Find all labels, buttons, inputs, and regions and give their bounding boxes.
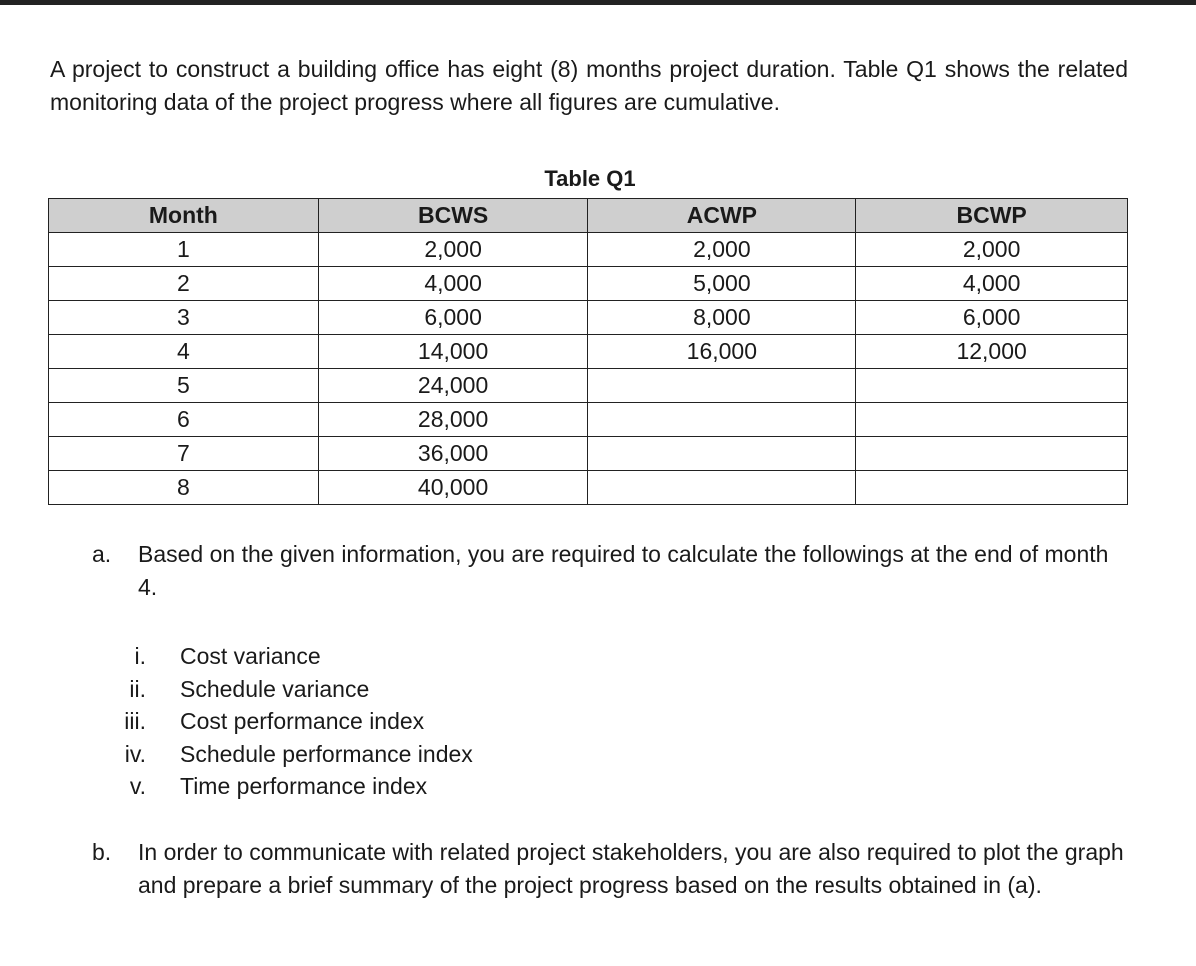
cell-bcws: 6,000 <box>318 301 588 335</box>
table-q1 <box>48 198 1128 505</box>
cell-acwp <box>588 403 856 437</box>
cell-acwp: 5,000 <box>588 267 856 301</box>
table-row <box>49 471 1128 505</box>
item-text: Cost variance <box>180 643 321 669</box>
table-row <box>49 437 1128 471</box>
table-row <box>49 267 1128 301</box>
cell-bcws: 28,000 <box>318 403 588 437</box>
cell-bcwp <box>856 471 1128 505</box>
item-number: iii. <box>124 708 146 734</box>
cell-month: 6 <box>49 403 319 437</box>
cell-acwp: 2,000 <box>588 233 856 267</box>
header-month: Month <box>49 199 319 233</box>
cell-bcwp: 4,000 <box>856 267 1128 301</box>
question-a-label: a. <box>92 541 112 567</box>
item-number: i. <box>134 643 146 669</box>
cell-bcws: 4,000 <box>318 267 588 301</box>
cell-acwp: 8,000 <box>588 301 856 335</box>
cell-bcws: 14,000 <box>318 335 588 369</box>
table-row <box>49 403 1128 437</box>
cell-acwp <box>588 471 856 505</box>
header-acwp: ACWP <box>588 199 856 233</box>
cell-bcwp <box>856 437 1128 471</box>
cell-acwp <box>588 369 856 403</box>
cell-bcwp: 6,000 <box>856 301 1128 335</box>
table-row <box>49 369 1128 403</box>
question-b-label: b. <box>92 839 112 865</box>
cell-month: 1 <box>49 233 319 267</box>
item-number: ii. <box>129 675 146 702</box>
header-bcws: BCWS <box>318 199 588 233</box>
question-b-text: In order to communicate with related project stakeholders, you are also required to plot the graph and prepare a brief summary of the project progress based on the results obtained in (a). <box>138 839 1124 898</box>
item-text: Schedule variance <box>180 675 370 702</box>
table-row <box>49 301 1128 335</box>
cell-bcws: 2,000 <box>318 233 588 267</box>
table-row <box>49 233 1128 267</box>
cell-acwp <box>588 437 856 471</box>
cell-month: 3 <box>49 301 319 335</box>
cell-month: 5 <box>49 369 319 403</box>
cell-bcwp <box>856 403 1128 437</box>
cell-bcws: 24,000 <box>318 369 588 403</box>
item-number: iv. <box>124 740 146 767</box>
item-number: v. <box>129 773 146 799</box>
cell-bcws: 36,000 <box>318 437 588 471</box>
table-caption: Table Q1 <box>544 166 636 191</box>
question-a-text: Based on the given information, you are required to calculate the followings at the end of month 4. <box>138 541 1109 600</box>
top-border <box>0 0 1196 5</box>
item-text: Cost performance index <box>180 708 425 734</box>
cell-bcwp: 12,000 <box>856 335 1128 369</box>
question-b <box>92 836 1132 902</box>
cell-bcwp <box>856 369 1128 403</box>
table-row <box>49 335 1128 369</box>
cell-month: 4 <box>49 335 319 369</box>
table-header-row <box>49 199 1128 233</box>
cell-month: 2 <box>49 267 319 301</box>
item-text: Schedule performance index <box>180 740 473 767</box>
cell-month: 8 <box>49 471 319 505</box>
intro-paragraph: A project to construct a building office has eight (8) months project duration. Table Q1 shows the related monitoring data of the project progress where all figures are cumulative. <box>50 56 1128 115</box>
item-text: Time performance index <box>180 773 428 799</box>
cell-acwp: 16,000 <box>588 335 856 369</box>
cell-bcws: 40,000 <box>318 471 588 505</box>
cell-month: 7 <box>49 437 319 471</box>
question-a <box>92 538 1132 604</box>
cell-bcwp: 2,000 <box>856 233 1128 267</box>
header-bcwp: BCWP <box>856 199 1128 233</box>
